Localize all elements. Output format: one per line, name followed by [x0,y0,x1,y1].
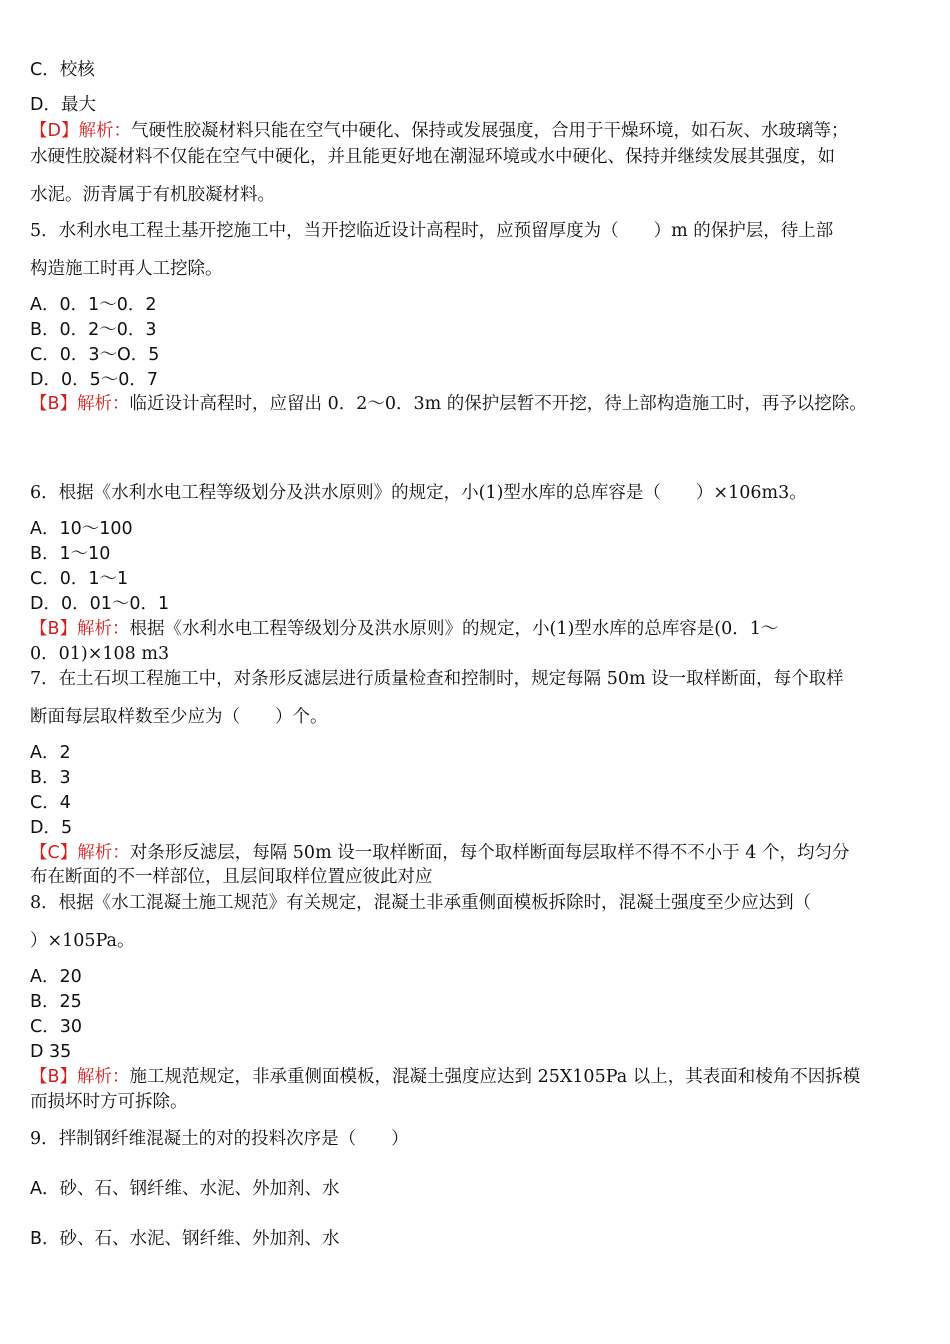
q7-answer-line2: 布在断面的不一样部位，且层间取样位置应彼此对应 [30,867,433,887]
q8-option-b: B．25 [30,992,82,1012]
q6-option-b: B．1～10 [30,544,111,564]
q9-stem: 9．拌制钢纤维混凝土的对的投料次序是（ ） [30,1129,409,1149]
q7-stem: 7．在土石坝工程施工中，对条形反滤层进行质量检查和控制时，规定每隔 50m 设一取样断面，每个取样 [30,669,844,689]
answer-tag: 【B】 [30,1067,78,1087]
q8-option-a: A．20 [30,967,82,987]
q6-option-c: C．0．1～1 [30,569,129,589]
answer-tag: 【C】 [30,843,78,863]
q5-option-d: D．0．5～0．7 [30,370,159,390]
q4-answer [30,119,848,143]
q5-option-c: C．0．3～O．5 [30,345,160,365]
q7-option-a: A．2 [30,743,71,763]
q6-option-d: D．0．01～0．1 [30,594,170,614]
q6-stem: 6．根据《水利水电工程等级划分及洪水原则》的规定，小(1)型水库的总库容是（ ）×106m3。 [30,483,807,503]
q8-stem-line2: ）×105Pa。 [30,931,135,951]
q7-stem-line2: 断面每层取样数至少应为（ ）个。 [30,707,328,727]
answer-text: 根据《水利水电工程等级划分及洪水原则》的规定，小(1)型水库的总库容是(0．1～ [129,619,779,639]
q4-option-d: D．最大 [30,95,96,115]
q5-stem-line2: 构造施工时再人工挖除。 [30,259,223,279]
q7-option-d: D．5 [30,818,73,838]
q8-option-c: C．30 [30,1017,82,1037]
q7-answer [30,841,849,865]
q5-option-b: B．0．2～0．3 [30,320,157,340]
answer-text: 气硬性胶凝材料只能在空气中硬化、保持或发展强度，合用于干燥环境，如石灰、水玻璃等； [130,121,849,141]
q5-option-a: A．0．1～0．2 [30,295,157,315]
answer-tag: 【B】 [30,619,78,639]
q6-answer [30,617,778,641]
answer-text: 施工规范规定，非承重侧面模板，混凝土强度应达到 25X105Pa 以上，其表面和棱角不因拆模 [129,1067,861,1087]
answer-text: 临近设计高程时，应留出 0．2～0．3m 的保护层暂不开挖，待上部构造施工时，再予以挖除。 [129,394,867,414]
q8-answer-line2: 而损坏时方可拆除。 [30,1092,188,1112]
q7-option-c: C．4 [30,793,71,813]
q8-answer [30,1065,860,1089]
answer-label: 解析： [77,1067,130,1087]
q9-option-b: B．砂、石、水泥、钢纤维、外加剂、水 [30,1229,340,1249]
answer-label: 解析： [77,619,130,639]
answer-text: 对条形反滤层，每隔 50m 设一取样断面，每个取样断面每层取样不得不不小于 4 个，均匀分 [129,843,850,863]
q4-answer-line3: 水泥。沥青属于有机胶凝材料。 [30,185,275,205]
q4-answer-line2: 水硬性胶凝材料不仅能在空气中硬化，并且能更好地在潮湿环境或水中硬化、保持并继续发展其强度，如 [30,147,835,167]
q5-stem: 5．水利水电工程土基开挖施工中，当开挖临近设计高程时，应预留厚度为（ ）m 的保护层，待上部 [30,221,834,241]
answer-label: 解析： [77,843,130,863]
q4-option-c: C．校核 [30,60,95,80]
q5-answer [30,392,867,416]
q9-option-a: A．砂、石、钢纤维、水泥、外加剂、水 [30,1179,340,1199]
answer-tag: 【B】 [30,394,78,414]
q8-option-d: D 35 [30,1042,72,1062]
q7-option-b: B．3 [30,768,71,788]
q6-option-a: A．10～100 [30,519,133,539]
answer-tag: 【D】 [30,121,79,141]
answer-label: 解析： [77,394,130,414]
answer-label: 解析： [78,121,131,141]
q8-stem: 8．根据《水工混凝土施工规范》有关规定，混凝土非承重侧面模板拆除时，混凝土强度至少应达到（ [30,893,812,913]
q6-answer-line2: 0．01)×108 m3 [30,644,170,664]
